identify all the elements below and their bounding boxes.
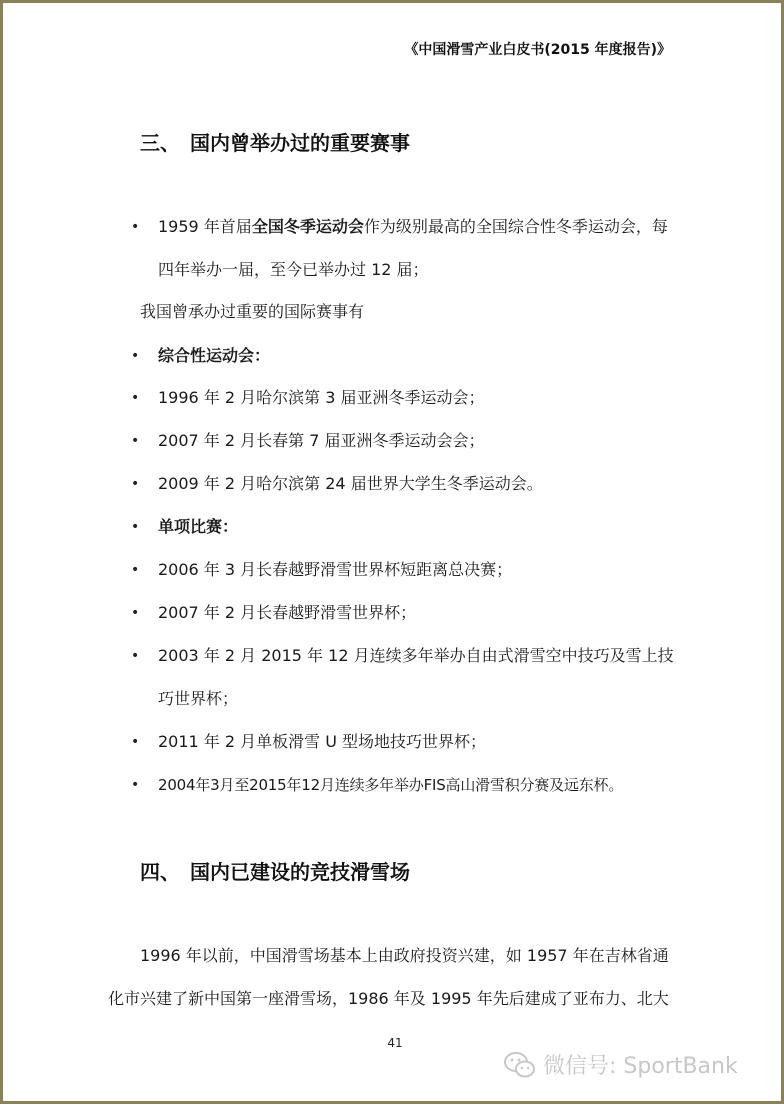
section-title: 国内曾举办过的重要赛事 <box>190 131 410 155</box>
bullet-marker: • <box>131 348 140 364</box>
list-item: 2007 年 2 月长春越野滑雪世界杯； <box>158 603 417 622</box>
bullet-marker: • <box>131 777 140 793</box>
bullet-marker: • <box>131 433 140 449</box>
section-number: 四、 <box>140 860 180 884</box>
bullet-marker: • <box>131 476 140 492</box>
running-header: 《中国滑雪产业白皮书(2015 年度报告)》 <box>404 42 671 58</box>
list-item: 1959 年首届全国冬季运动会作为级别最高的全国综合性冬季运动会，每 <box>158 217 668 236</box>
list-item-continuation: 巧世界杯； <box>158 689 239 708</box>
list-item: 2006 年 3 月长春越野滑雪世界杯短距离总决赛； <box>158 560 513 579</box>
category-label: 综合性运动会： <box>158 346 271 365</box>
list-item: 2009 年 2 月哈尔滨第 24 届世界大学生冬季运动会。 <box>158 474 543 493</box>
intro-text: 我国曾承办过重要的国际赛事有 <box>140 302 365 321</box>
section-number: 三、 <box>140 131 180 155</box>
watermark <box>503 1049 738 1080</box>
section-heading-4 <box>140 856 410 885</box>
list-item: 2011 年 2 月单板滑雪 U 型场地技巧世界杯； <box>158 732 487 751</box>
list-item: 2004年3月至2015年12月连续多年举办FIS高山滑雪积分赛及远东杯。 <box>158 776 624 794</box>
category-label: 单项比赛： <box>158 517 239 536</box>
wechat-icon <box>503 1051 537 1079</box>
bullet-marker: • <box>131 605 140 621</box>
list-item: 1996 年 2 月哈尔滨第 3 届亚洲冬季运动会； <box>158 388 485 407</box>
section-title: 国内已建设的竞技滑雪场 <box>190 860 410 884</box>
list-item-continuation: 四年举办一届，至今已举办过 12 届； <box>158 260 429 279</box>
bullet-marker: • <box>131 648 140 664</box>
bold-term: 全国冬季运动会 <box>251 217 364 236</box>
bullet-marker: • <box>131 562 140 578</box>
body-paragraph-line: 1996 年以前，中国滑雪场基本上由政府投资兴建，如 1957 年在吉林省通 <box>140 946 669 965</box>
bullet-marker: • <box>131 219 140 235</box>
list-item: 2003 年 2 月 2015 年 12 月连续多年举办自由式滑雪空中技巧及雪上技 <box>158 646 674 665</box>
bullet-marker: • <box>131 390 140 406</box>
bullet-marker: • <box>131 519 140 535</box>
bullet-marker: • <box>131 734 140 750</box>
page-number: 41 <box>387 1036 403 1050</box>
section-heading-3 <box>140 127 410 156</box>
list-item: 2007 年 2 月长春第 7 届亚洲冬季运动会会； <box>158 431 485 450</box>
body-paragraph-line: 化市兴建了新中国第一座滑雪场，1986 年及 1995 年先后建成了亚布力、北大 <box>108 989 669 1008</box>
watermark-text: 微信号: SportBank <box>543 1054 738 1079</box>
